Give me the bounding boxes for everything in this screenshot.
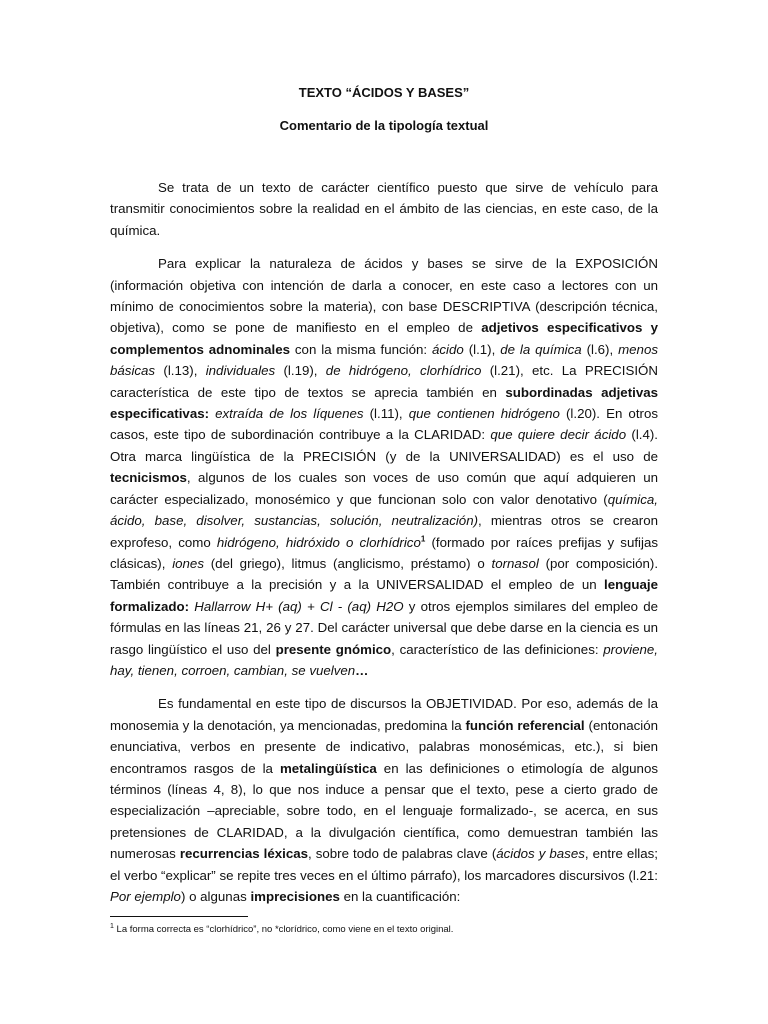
text-run: (l.13),: [155, 363, 206, 379]
text-run: , entre ellas; el verbo “explicar” se repite tres veces en el último párrafo), los marcadores discursivos (l.21:: [110, 846, 658, 883]
footnote-mark: 1: [110, 922, 114, 930]
italic-example: hidrógeno, hidróxido o clorhídrico: [216, 534, 421, 550]
italic-example: individuales: [205, 363, 276, 379]
italic-formula: Hallarrow H+ (aq) + Cl - (aq) H2O: [194, 598, 404, 614]
italic-example: que quiere decir ácido: [490, 427, 627, 443]
text-run: (l.20). En otros casos, este tipo de subordinación contribuye a la CLARIDAD:: [110, 406, 658, 443]
document-subtitle: Comentario de la tipología textual: [279, 118, 489, 133]
italic-example: de la química: [500, 341, 582, 357]
text-run: Es fundamental en este tipo de discursos la OBJETIVIDAD. Por eso, además de la monosemia y la denotación, ya mencionadas, predomina la: [110, 696, 658, 733]
paragraph-2: [110, 253, 658, 681]
text-run: , mientras otros se crearon exprofeso, como: [110, 513, 658, 550]
italic-example: química, ácido, base, disolver, sustancias, solución, neutralización): [110, 491, 658, 529]
text-run: (l.21), etc. La PRECISIÓN característica de este tipo de textos se aprecia también en: [110, 363, 658, 400]
paragraph-3: [110, 693, 658, 907]
text-run: (l.1),: [463, 341, 501, 357]
text-run: ) o algunas: [180, 889, 251, 904]
bold-term: recurrencias léxicas: [179, 846, 309, 862]
bold-term: presente gnómico: [275, 641, 392, 657]
italic-example: ácidos y bases: [496, 846, 585, 862]
footnote-reference[interactable]: 1: [420, 534, 426, 544]
italic-example: extraída de los líquenes: [215, 406, 364, 422]
italic-example: que contienen hidrógeno: [408, 406, 560, 422]
text-run: (l.19),: [275, 363, 326, 379]
text-run: y otros ejemplos similares del empleo de fórmulas en las líneas 21, 26 y 27. Del carácter universal que debe darse en la ciencia es un rasgo lingüístico el uso del: [110, 598, 658, 657]
text-run: , algunos de los cuales son voces de uso común que aquí adquieren un carácter especializado, monosémico y que funcionan solo con valor denotativo (: [110, 470, 658, 507]
italic-example: ácido: [432, 341, 464, 357]
italic-example: proviene, hay, tienen, corroen, cambian, se vuelven: [110, 641, 658, 678]
bold-term: lenguaje formalizado:: [110, 577, 658, 614]
bold-term: subordinadas adjetivas especificativas:: [110, 384, 658, 422]
bold-ellipsis: …: [355, 662, 369, 678]
italic-example: iones: [172, 555, 204, 571]
italic-example: Por ejemplo: [110, 889, 181, 904]
text-run: en la cuantificación:: [339, 889, 461, 904]
bold-term: adjetivos especificativos y complementos adnominales: [110, 320, 658, 357]
text-run: (por composición). También contribuye a la precisión y a la UNIVERSALIDAD el empleo de un: [110, 555, 659, 593]
text-run: (del griego), litmus (anglicismo, préstamo) o: [203, 555, 492, 571]
text-run: (entonación enunciativa, verbos en presente de indicativo, palabras monosémicas, etc.), si bien encontramos rasgos de la: [110, 717, 659, 776]
document-page: [110, 85, 658, 919]
document-title: TEXTO “ÁCIDOS Y BASES”: [298, 85, 470, 100]
text-run: Se trata de un texto de carácter científico puesto que sirve de vehículo para transmitir conocimientos sobre la realidad en el ámbito de las ciencias, en este caso, de la química.: [110, 180, 658, 238]
text-run: (l.6),: [581, 341, 619, 357]
text-run: en las definiciones o etimología de algunos términos (líneas 4, 8), lo que nos induce a pensar que el texto, pese a cierto grado de especialización –apreciable, sobre todo, en el lenguaje formalizado-, se acerca, en sus pretensiones de CLARIDAD, a la divulgación científica, como demuestran también las numerosas: [110, 760, 658, 862]
footnote: [110, 923, 658, 937]
text-run: , sobre todo de palabras clave (: [308, 846, 497, 862]
paragraph-1: [110, 177, 658, 241]
bold-term: función referencial: [465, 717, 585, 733]
text-run: (l.11),: [363, 406, 409, 422]
text-run: , característico de las definiciones:: [391, 641, 604, 657]
bold-term: tecnicismos: [110, 470, 187, 486]
text-run: Para explicar la naturaleza de ácidos y bases se sirve de la EXPOSICIÓN (información objetiva con intención de darla a conocer, en este caso a lectores con un mínimo de conocimientos sobre la materia), con base DESCRIPTIVA (descripción técnica, objetiva), como se pone de manifiesto en el empleo de: [110, 256, 658, 336]
text-run: (formado por raíces prefijas y sufijas clásicas),: [110, 534, 658, 571]
footnote-text: La forma correcta es “clorhídrico”, no *clorídrico, como viene en el texto original.: [113, 924, 454, 935]
italic-example: tornasol: [491, 555, 539, 571]
bold-term: imprecisiones: [250, 889, 340, 904]
footnote-separator: [110, 916, 248, 917]
text-run: (l.4). Otra marca lingüística de la PRECISIÓN (y de la UNIVERSALIDAD) es el uso de: [110, 427, 658, 464]
bold-term: metalingüística: [279, 760, 377, 776]
italic-example: menos básicas: [110, 341, 658, 379]
italic-example: de hidrógeno, clorhídrico: [325, 363, 482, 379]
text-run: con la misma función:: [290, 341, 432, 357]
